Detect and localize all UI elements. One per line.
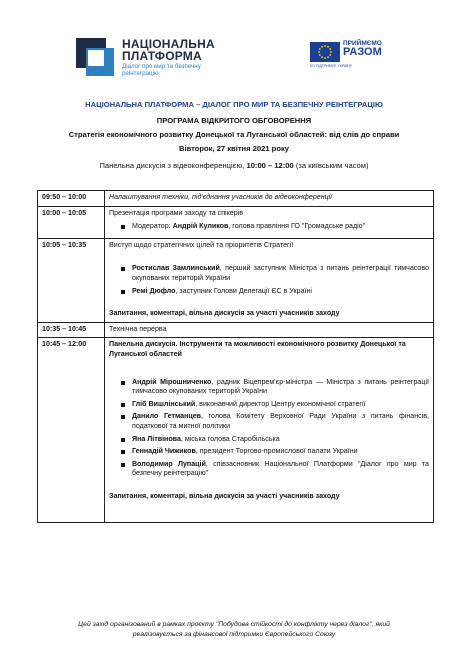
eu-flag-icon bbox=[310, 42, 340, 62]
national-platform-logo bbox=[76, 38, 226, 80]
eu-logo-line2: РАЗОМ bbox=[343, 46, 382, 58]
agenda-time: 10:05 – 10:35 bbox=[38, 238, 105, 322]
speaker-role: , голова правління ГО "Громадське радіо" bbox=[228, 222, 366, 231]
speaker-role: , міська голова Старобільська bbox=[180, 434, 280, 443]
agenda-time: 10:45 – 12:00 bbox=[38, 338, 105, 523]
agenda-time: 10:35 – 10:45 bbox=[38, 322, 105, 338]
qa-session: Запитання, коментарі, вільна дискусія за участі учасників заходу bbox=[109, 309, 340, 318]
eu-logo bbox=[310, 40, 395, 70]
eu-logo-text bbox=[343, 40, 382, 58]
eu-logo-caption: ЄС ПІДТРИМУЄ УКРАЇНУ bbox=[310, 64, 352, 68]
agenda-item-text: Панельна дискусія. Інструменти та можливості економічного розвитку Донецької та Луганської областей bbox=[109, 340, 406, 358]
speaker-item bbox=[109, 222, 429, 232]
speaker-item bbox=[109, 400, 429, 410]
agenda-table bbox=[37, 190, 434, 523]
footer-line1: Цей захід організований в рамках проєкту "Побудова стійкості до конфлікту через діалог", який bbox=[78, 621, 390, 628]
speaker-item bbox=[109, 264, 429, 283]
panel-info-time: 10:00 – 12:00 bbox=[246, 161, 294, 170]
agenda-row bbox=[38, 338, 434, 523]
qa-session: Запитання, коментарі, вільна дискусія за участі учасників заходу bbox=[109, 491, 340, 500]
program-heading: ПРОГРАМА ВІДКРИТОГО ОБГОВОРЕННЯ bbox=[156, 116, 312, 125]
speaker-role: , голова Комітету Верховної Ради України з питань фінансів, податкової та митної політики bbox=[132, 412, 430, 430]
speaker-role: , перший заступник Міністра з питань реінтеграції тимчасово окупованих територій України bbox=[132, 264, 430, 282]
footer-line2: реалізовується за фінансової підтримки Європейського Союзу bbox=[132, 631, 336, 638]
speaker-role: , президент Торгово-промислової палати України bbox=[195, 447, 358, 456]
agenda-row bbox=[38, 238, 434, 322]
agenda-item-text: Презентація програми заходу та спікерів bbox=[109, 208, 244, 217]
logo-title bbox=[122, 38, 215, 62]
speaker-item bbox=[109, 460, 429, 479]
speaker-list bbox=[109, 264, 429, 296]
speaker-item bbox=[109, 287, 429, 297]
eu-logo-line1: ПРИЙМЄМО bbox=[343, 40, 382, 47]
moderator-label: Модератор: bbox=[132, 222, 173, 231]
speaker-item bbox=[109, 447, 429, 457]
organization-heading: НАЦІОНАЛЬНА ПЛАТФОРМА – ДІАЛОГ ПРО МИР ТА БЕЗПЕЧНУ РЕІНТЕГРАЦІЮ bbox=[85, 100, 383, 109]
strategy-heading: Стратегія економічного розвитку Донецької та Луганської областей: від слів до справи bbox=[68, 130, 400, 139]
speaker-item bbox=[109, 435, 429, 445]
speaker-role: , виконавчий директор Центру економічної стратегії bbox=[195, 399, 366, 408]
agenda-item bbox=[105, 206, 434, 238]
agenda-row bbox=[38, 322, 434, 338]
agenda-item-text: Технічна перерва bbox=[105, 322, 434, 338]
panel-info-prefix: Панельна дискусія з відеоконференцією, bbox=[99, 161, 247, 170]
speaker-name: Андрій Куликов bbox=[172, 222, 229, 231]
agenda-item-text: Налаштування техніки, під'єднання учасників до відеоконференції bbox=[105, 191, 434, 207]
agenda-item bbox=[105, 338, 434, 523]
speaker-name: Геннадій Чижиков bbox=[132, 447, 196, 456]
speaker-name: Ремі Дюфло bbox=[132, 286, 176, 295]
event-date: Вівторок, 27 квітня 2021 року bbox=[178, 144, 289, 153]
speaker-name: Ростислав Замлинський bbox=[132, 264, 220, 273]
logo-title-line2: ПЛАТФОРМА bbox=[122, 49, 202, 63]
panel-info bbox=[0, 161, 468, 170]
agenda-row bbox=[38, 206, 434, 238]
agenda-item bbox=[105, 238, 434, 322]
agenda-row bbox=[38, 191, 434, 207]
speaker-list bbox=[109, 222, 429, 232]
panel-info-suffix: (за київським часом) bbox=[293, 161, 369, 170]
speaker-role: , заступник Голови Делегації ЄС в Україні bbox=[175, 286, 312, 295]
agenda-time: 09:50 – 10:00 bbox=[38, 191, 105, 207]
speaker-role: , співзасновник Національної Платформи "Діалог про мир та безпечну реінтеграцію" bbox=[132, 459, 429, 478]
speaker-item bbox=[109, 412, 429, 431]
agenda-item-text: Виступ щодо стратегічних цілей та пріоритетів Стратегії bbox=[109, 240, 294, 249]
speaker-list bbox=[109, 378, 429, 479]
agenda-time: 10:00 – 10:05 bbox=[38, 206, 105, 238]
logo-subtitle: Діалог про мир та безпечну реінтеграцію bbox=[122, 63, 201, 77]
speaker-name: Данило Гетманцев bbox=[132, 412, 202, 421]
speaker-item bbox=[109, 378, 429, 397]
logo-title-line1: НАЦІОНАЛЬНА bbox=[122, 37, 215, 51]
speaker-role: , радник Віцепрем'єр-міністра — Міністра з питань реінтеграції тимчасово окупованих територій України bbox=[132, 377, 429, 396]
speaker-name: Андрій Мірошниченко bbox=[132, 377, 212, 386]
speaker-name: Гліб Вишлінський bbox=[132, 399, 196, 408]
funding-footer bbox=[40, 620, 428, 640]
platform-logo-mark-icon bbox=[76, 38, 114, 76]
speaker-name: Володимир Лупацій bbox=[132, 459, 206, 468]
speaker-name: Яна Літвінова bbox=[132, 434, 181, 443]
